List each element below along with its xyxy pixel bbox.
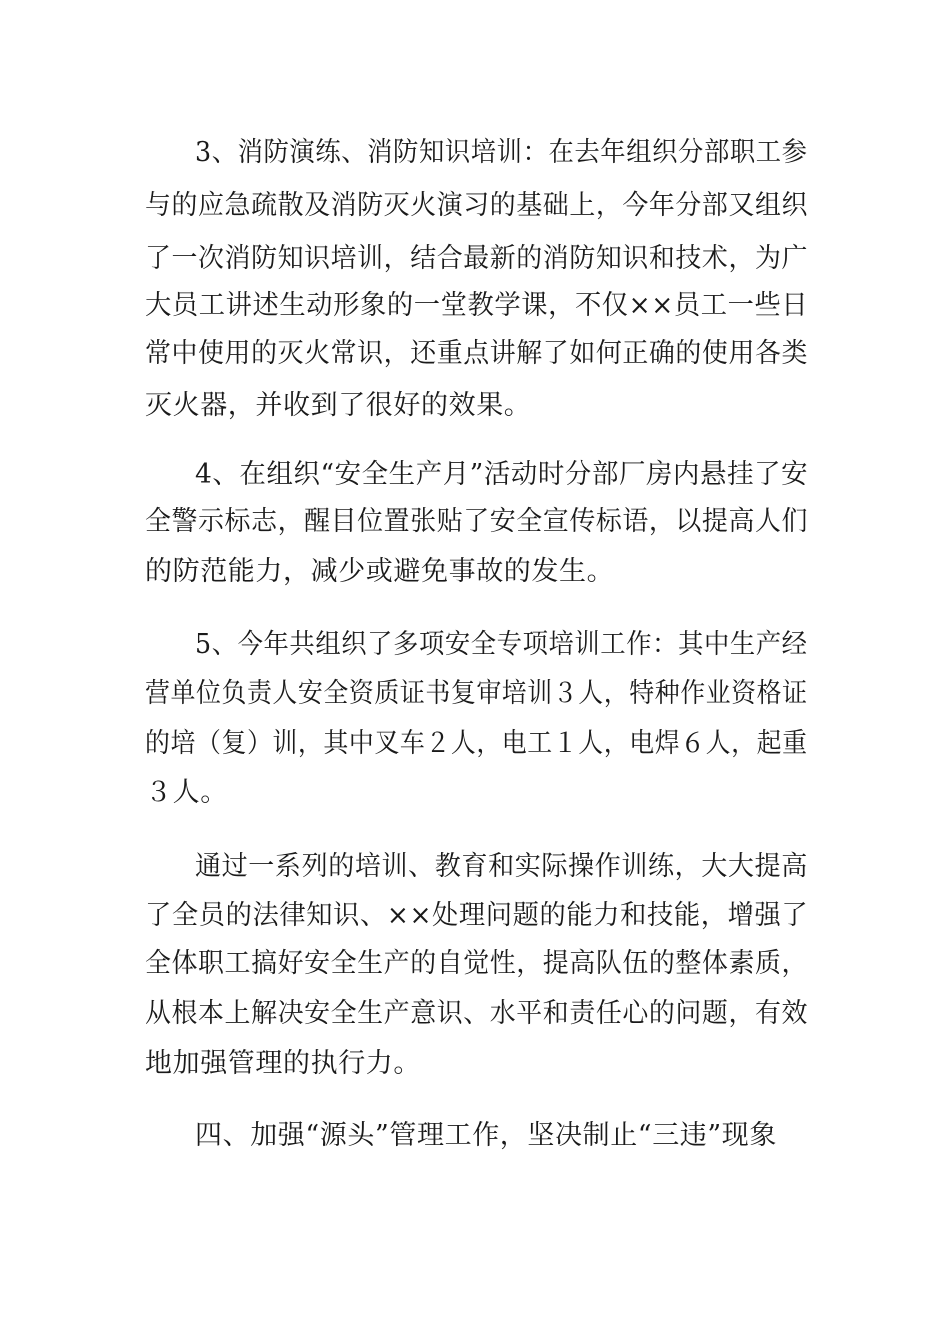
text-line: 从根本上解决安全生产意识、水平和责任心的问题，有效 [145, 998, 809, 1029]
text-line: 5、今年共组织了多项安全专项培训工作：其中生产经 [195, 629, 808, 660]
text-line: 4、在组织“安全生产月”活动时分部厂房内悬挂了安 [195, 459, 809, 490]
text-line: 全体职工搞好安全生产的自觉性，提高队伍的整体素质， [145, 948, 809, 979]
text-line: 四、加强“源头”管理工作，坚决制止“三违”现象 [195, 1120, 778, 1151]
text-line: 大员工讲述生动形象的一堂教学课，不仅××员工一些日 [145, 290, 809, 321]
text-line: 的防范能力，减少或避免事故的发生。 [145, 556, 615, 587]
text-line: 了一次消防知识培训，结合最新的消防知识和技术，为广 [145, 243, 809, 274]
text-line: 常中使用的灭火常识，还重点讲解了如何正确的使用各类 [145, 338, 809, 369]
text-line: 通过一系列的培训、教育和实际操作训练，大大提高 [195, 851, 808, 882]
text-line: 灭火器，并收到了很好的效果。 [145, 390, 532, 421]
text-line: 营单位负责人安全资质证书复审培训３人，特种作业资格证 [145, 678, 808, 709]
text-line: 3、消防演练、消防知识培训：在去年组织分部职工参 [195, 137, 808, 168]
text-line: 的培（复）训，其中叉车２人，电工１人，电焊６人，起重 [145, 728, 808, 759]
text-line: 地加强管理的执行力。 [145, 1048, 421, 1079]
text-line: ３人。 [145, 777, 228, 808]
text-line: 了全员的法律知识、××处理问题的能力和技能，增强了 [145, 900, 809, 931]
text-line: 全警示标志，醒目位置张贴了安全宣传标语，以提高人们 [145, 506, 809, 537]
text-line: 与的应急疏散及消防灭火演习的基础上，今年分部又组织 [145, 190, 809, 221]
